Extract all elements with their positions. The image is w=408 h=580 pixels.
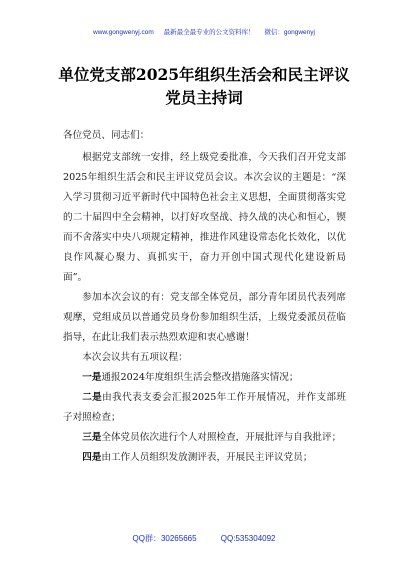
- agenda-item: [63, 388, 346, 428]
- paragraph: 参加本次会议的有：党支部全体党员，部分青年团员代表列席观摩，党组成员以普通党员身份参加组织生活，上级党委派员莅临指导，在此让我们表示热烈欢迎和衷心感谢！: [63, 292, 346, 343]
- footer-qq-group: QQ群：30265665: [132, 534, 197, 543]
- header-slogan: 最新最全最专业的公文资料库！: [163, 29, 255, 36]
- header-site-link[interactable]: www.gongwenyj.com: [93, 29, 154, 36]
- agenda-lead: 二是: [82, 392, 103, 403]
- page-footer: [0, 534, 408, 544]
- agenda-item: [63, 428, 346, 448]
- document-title: 单位党支部2025年组织生活会和民主评议党员主持词: [58, 65, 350, 107]
- footer-qq-contact: QQ:535304092: [220, 534, 276, 543]
- agenda-text: 通报2024年度组织生活会整改措施落实情况；: [101, 372, 299, 383]
- agenda-text: 由工作人员组织发放测评表，开展民主评议党员；: [101, 452, 313, 463]
- header-wechat: 微信：gongwenyj: [264, 29, 315, 36]
- agenda-lead: 一是: [82, 372, 102, 383]
- agenda-text: 全体党员依次进行个人对照检查，开展批评与自我批评；: [101, 432, 342, 443]
- document-body: [63, 126, 346, 468]
- agenda-item: [63, 368, 346, 388]
- agenda-lead: 四是: [82, 452, 102, 463]
- paragraph: 本次会议共有五项议程：: [82, 352, 188, 363]
- agenda-text: 由我代表支委会汇报2025年工作开展情况，并作支部班子对照检查；: [63, 392, 346, 423]
- greeting: 各位党员、同志们：: [63, 130, 150, 141]
- agenda-lead: 三是: [82, 432, 102, 443]
- agenda-item: [63, 448, 346, 468]
- paragraph: 根据党支部统一安排，经上级党委批准，今天我们召开党支部2025年组织生活会和民主评议党员会议。本次会议的主题是：“深入学习贯彻习近平新时代中国特色社会主义思想，全面贯彻落实党的二十届四中全会精神，以打好攻坚战、持久战的决心和恒心，锲而不舍落实中央八项规定精神，推进作风建设常态化长效化，以优良作风凝心聚力、真抓实干，奋力开创中国式现代化建设新局面”。: [63, 152, 346, 283]
- page-header: [0, 29, 408, 37]
